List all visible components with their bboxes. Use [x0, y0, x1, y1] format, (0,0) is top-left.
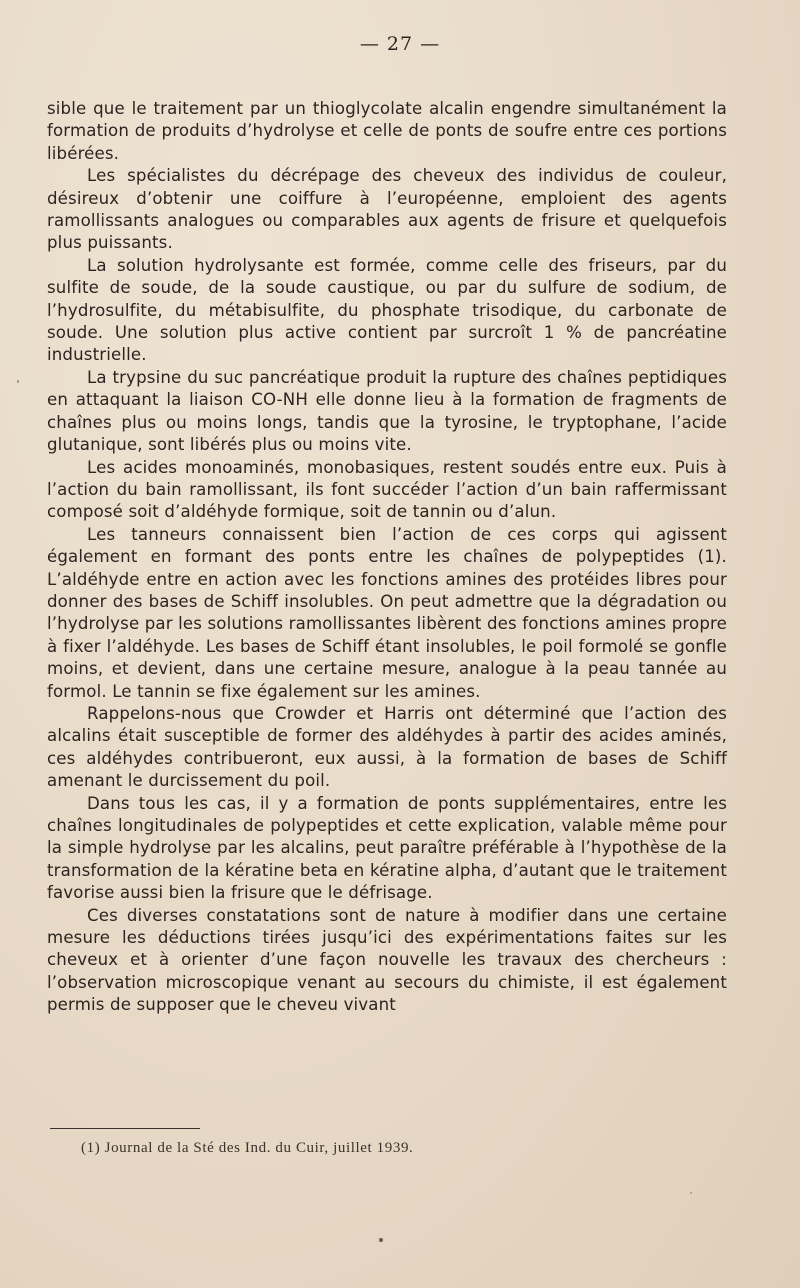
paper-speck	[17, 380, 19, 383]
paragraph-bridges: Dans tous les cas, il y a formation de ponts supplémentaires, entre les chaînes longitudinales de polypeptides et cette explication, valable même pour la simple hydrolyse par les alcalins, peut paraître préférable à l’hypothèse de la transformation de la kératine beta en kératine alpha, d’autant que le traitement favorise aussi bien la frisure que le défrisage.	[47, 793, 727, 903]
paragraph-observations: Ces diverses constatations sont de nature à modifier dans une certaine mesure les déductions tirées jusqu’ici des expérimentations faites sur les cheveux et à orienter d’une façon nouvelle les travaux des chercheurs : l’observation microscopique venant au secours du chimiste, il est également permis de supposer que le cheveu vivant	[47, 905, 727, 1015]
paragraph-hydrolysing-solution: La solution hydrolysante est formée, comme celle des friseurs, par du sulfite de soude, de la soude caustique, ou par du sulfure de sodium, de l’hydrosulfite, du métabisulfite, du phosphate trisodique, du carbonate de soude. Une solution plus active contient par surcroît 1 % de pancréatine industrielle.	[47, 255, 727, 365]
paper-speck	[379, 1238, 383, 1242]
footnote: (1) Journal de la Sté des Ind. du Cuir, juillet 1939.	[81, 1140, 414, 1156]
paragraph-continuation: sible que le traitement par un thioglycolate alcalin engendre simultanément la formation de produits d’hydrolyse et celle de ponts de soufre entre ces portions libérées.	[47, 99, 727, 163]
paragraph-crowder-harris: Rappelons-nous que Crowder et Harris ont déterminé que l’action des alcalins était susceptible de former des aldéhydes à partir des acides aminés, ces aldéhydes contribueront, eux aussi, à la formation de bases de Schiff amenant le durcissement du poil.	[47, 703, 727, 791]
paragraph-tanners: Les tanneurs connaissent bien l’action de ces corps qui agissent également en formant des ponts entre les chaînes de polypeptides (1). L’aldéhyde entre en action avec les fonctions amines des protéides libres pour donner des bases de Schiff insolubles. On peut admettre que la dégradation ou l’hydrolyse par les solutions ramollissantes libèrent des fonctions amines propre à fixer l’aldéhyde. Les bases de Schiff étant insolubles, le poil formolé se gonfle moins, et devient, dans une certaine mesure, analogue à la peau tannée au formol. Le tannin se fixe également sur les amines.	[47, 524, 727, 701]
page-number: — 27 —	[359, 33, 441, 55]
footnote-divider	[50, 1128, 200, 1129]
paragraph-trypsin: La trypsine du suc pancréatique produit la rupture des chaînes peptidiques en attaquant la liaison CO-NH elle donne lieu à la formation de fragments de chaînes plus ou moins longs, tandis que la tyrosine, le tryptophane, l’acide glutanique, sont libérés plus ou moins vite.	[47, 367, 727, 455]
paper-speck	[690, 1192, 692, 1194]
body-text	[47, 98, 727, 1017]
paragraph-monoamine-acids: Les acides monoaminés, monobasiques, restent soudés entre eux. Puis à l’action du bain ramollissant, ils font succéder l’action d’un bain raffermissant composé soit d’aldéhyde formique, soit de tannin ou d’alun.	[47, 457, 727, 522]
paragraph-decrepage: Les spécialistes du décrépage des cheveux des individus de couleur, désireux d’obtenir une coiffure à l’européenne, emploient des agents ramollissants analogues ou comparables aux agents de frisure et quelquefois plus puissants.	[47, 166, 727, 253]
